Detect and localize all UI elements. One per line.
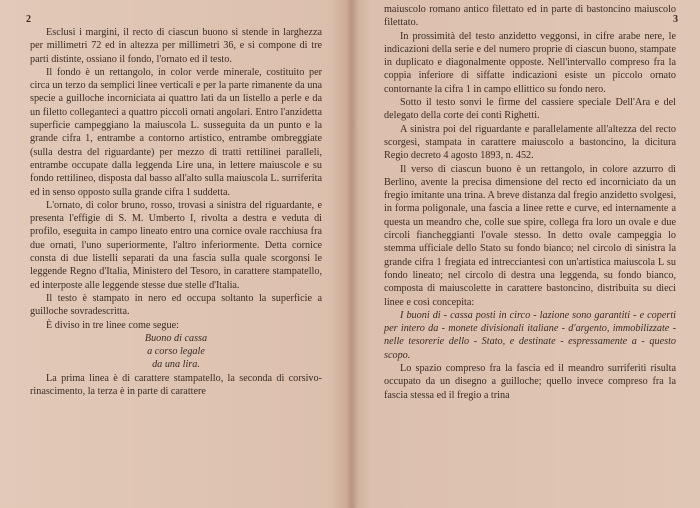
motto-line: da una lira. xyxy=(152,359,200,371)
paragraph: In prossimità del testo anzidetto veggonsi, in cifre arabe nere, le indicazioni della serie e del numero proprie di ciascun buono, stampate in duplicato e diagonalmente opposte. Nell'intervallo compreso fra la coppia inferiore di siffatte indicazioni esiste un piccolo ornato contornante la cifra 1 in campo ellittico su fondo nero. xyxy=(384,30,676,95)
paragraph: Il testo è stampato in nero ed occupa soltanto la superficie a guilloche sovradescritta. xyxy=(30,292,322,318)
page-body xyxy=(384,3,676,402)
paragraph: Esclusi i margini, il recto di ciascun buono si stende in larghezza per millimetri 72 ed in altezza per millimetri 36, e si compone di tre parti distinte, ossiano il fondo, l'ornato ed il testo. xyxy=(30,27,322,65)
paragraph: maiuscolo romano antico filettato ed in parte di bastoncino maiuscolo filettato. xyxy=(384,4,676,29)
paragraph: È diviso in tre linee come segue: xyxy=(46,319,179,331)
right-page xyxy=(356,0,700,508)
page-number: 3 xyxy=(673,14,678,25)
paragraph: Il verso di ciascun buono è un rettangolo, in colore azzurro di Berlino, avente la precisa dimensione del recto ed incorniciato da un fregio imitante una trina. A breve distanza dal fregio anzidetto svolgesi, in forma poligonale, una fascia a linee rette e curve, ed internamente a questa un meandro che, colle sue spire, collega fra loro un ovale e due circoli fiancheggianti l'ovale stesso. In detto ovale campeggia lo stemma ufficiale dello Stato su fondo bianco; nel circolo di sinistra la grande cifra 1 fregiata ed intrecciantesi con un'artistica maiuscola L su fondo lineato; nel circolo di destra una leggenda, su fondo bianco, composta di maiuscolette in carattere bastoncino, distribuita su dieci linee e così concepita: xyxy=(384,163,676,308)
paragraph: La prima linea è di carattere stampatello, la seconda di corsivo-rinascimento, la terza è in parte di carattere xyxy=(30,372,322,398)
motto-line: Buono di cassa xyxy=(144,332,208,344)
page-number: 2 xyxy=(26,14,31,25)
motto-block xyxy=(30,332,322,372)
paragraph: Il fondo è un rettangolo, in color verde minerale, costituito per circa un terzo da semplici linee verticali e per la parte rimanente da una specie a guilloche incorniciata ai quattro lati da un listello a perle e da un filetto colleganteci a quattro piccoli ornati angolari. Entro l'anzidetta superficie campeggiano la maiuscola L. susseguita da un punto e la grande cifra 1, entrambe a contorno artistico, entrambe ombreggiate (sulla destra del riguardante) per mezzo di tratti rettilinei paralleli, entrambe occupate dalla leggenda Lire una, in lettere maiuscole e su fondo rettilineo, disposta dal basso all'alto sulla maiuscola L. surriferita ed in senso opposto sulla grande cifra 1 suddetta. xyxy=(30,66,322,198)
paragraph: L'ornato, di color bruno, rosso, trovasi a sinistra del riguardante, e presenta l'effigie di S. M. Umberto I, rivolta a destra e veduta di profilo, eseguita in campo lineato entro una cornice ovale racchiusa fra due ornati, l'uno superiormente, l'altro inferiormente. Detta cornice consta di due listelli separati da una fascia sulla quale scorgonsi le leggende Regno d'Italia, Ministero del Tesoro, in carattere stampatello, ed interposte alle leggende stesse due stelle d'Italia. xyxy=(30,199,322,291)
paragraph: I buoni di - cassa posti in circo - lazione sono garantiti - e coperti per intero da - monete divisionali italiane - d'argento, immobilizzate - nelle tesorerie dello - Stato, e destinate - espressamente a - questo scopo. xyxy=(384,309,676,361)
page-body xyxy=(30,26,322,398)
paragraph: A sinistra poi del riguardante e parallelamente all'altezza del recto scorgesi, stampata in carattere maiuscolo a bastoncino, la dicitura Regio decreto 4 agosto 1893, n. 452. xyxy=(384,123,676,162)
motto-line: a corso legale xyxy=(147,346,205,358)
paragraph: Sotto il testo sonvi le firme del cassiere speciale Dell'Ara e del delegato della corte dei conti Righetti. xyxy=(384,97,676,122)
paragraph: Lo spazio compreso fra la fascia ed il meandro surriferiti risulta occupato da un disegno a guilloche; quello invece compreso fra la fascia stessa ed il fregio a trina xyxy=(384,363,676,401)
